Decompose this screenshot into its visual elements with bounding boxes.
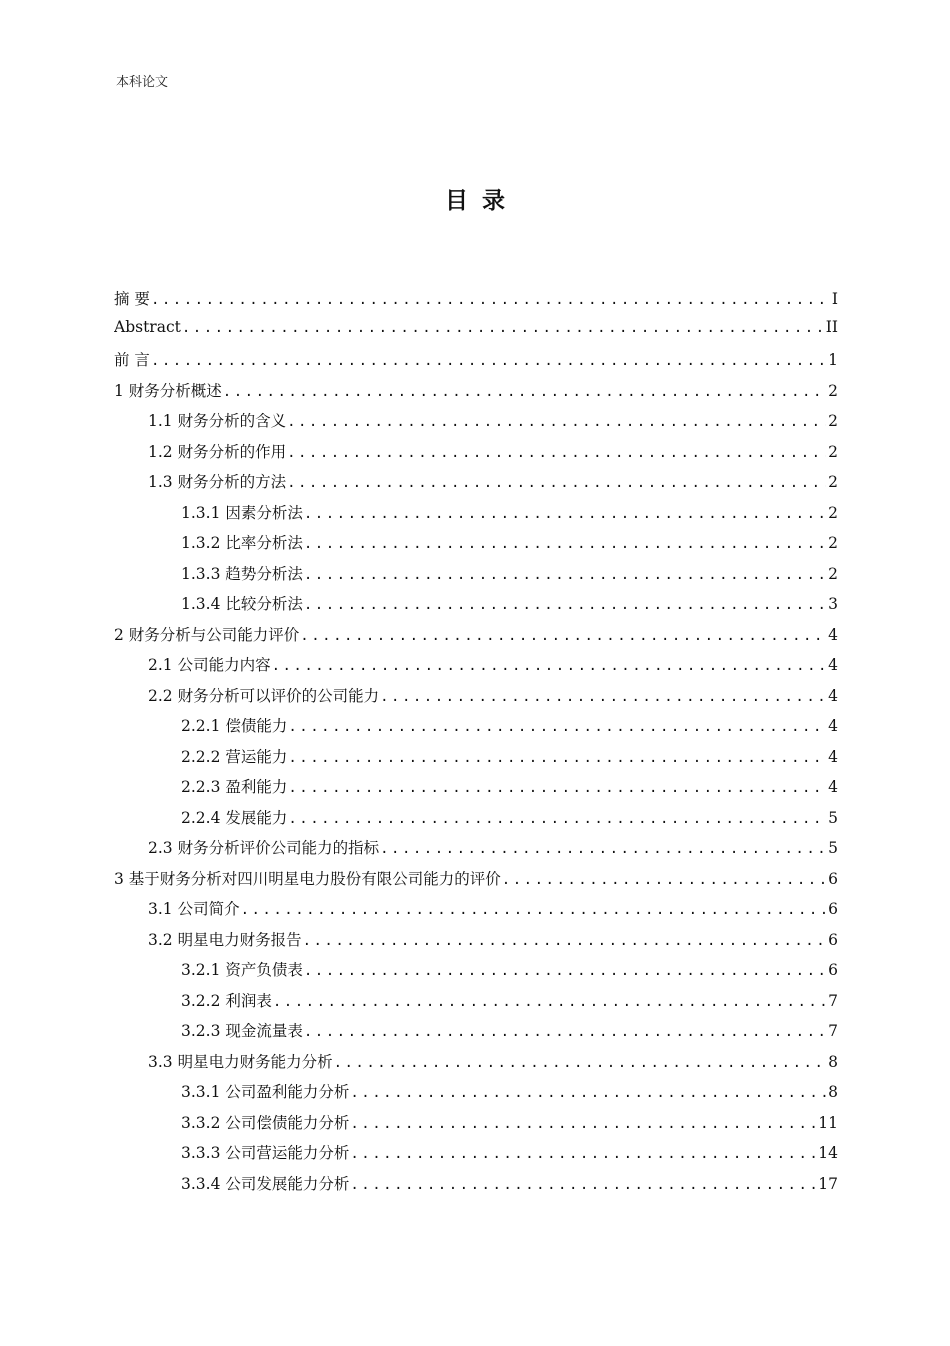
toc-entry-page-number: 8 [828,1083,838,1101]
toc-entry-page-number: I [831,290,838,308]
page-title: 目录 [445,188,519,214]
toc-dot-leader [349,1146,816,1162]
toc-entry-page-number: 14 [818,1144,838,1162]
toc-entry-title: 前 言 [114,351,150,369]
toc-entry-page-number: 7 [828,991,838,1010]
toc-entry-page-number: 17 [818,1174,838,1193]
toc-entry-title: 2.1 公司能力内容 [148,656,271,674]
toc-entry-title: 1.3.4 比较分析法 [181,595,303,613]
toc-dot-leader [379,689,826,705]
toc-dot-leader [303,567,826,583]
toc-entry-page-number: 2 [828,564,838,583]
toc-entry-title: 3.1 公司简介 [148,900,240,918]
toc-entry[interactable] [114,1019,838,1050]
toc-dot-leader [287,811,826,827]
toc-entry[interactable] [114,562,838,593]
toc-entry[interactable] [114,684,838,715]
toc-entry[interactable] [114,287,838,318]
toc-entry-page-number: 4 [828,778,838,796]
toc-dot-leader [286,414,826,430]
toc-entry[interactable] [114,775,838,806]
toc-entry-title: 3.2.2 利润表 [181,991,272,1010]
toc-entry-title: 3.3.1 公司盈利能力分析 [181,1083,350,1101]
toc-entry[interactable] [114,1050,838,1081]
toc-entry-page-number: 8 [828,1052,838,1071]
toc-dot-leader [501,872,826,888]
toc-entry-title: 2.2 财务分析可以评价的公司能力 [148,686,380,705]
toc-entry-title: 2.3 财务分析评价公司能力的指标 [148,839,380,857]
toc-entry[interactable] [114,897,838,928]
toc-entry-title: 摘 要 [114,290,150,308]
toc-entry-title: 1.3.1 因素分析法 [181,503,303,522]
toc-entry[interactable] [114,379,838,410]
toc-dot-leader [349,1085,826,1101]
toc-dot-leader [150,353,826,369]
toc-entry[interactable] [114,318,838,349]
toc-dot-leader [222,384,826,400]
toc-entry[interactable] [114,836,838,867]
toc-entry-title: 1 财务分析概述 [114,381,222,400]
toc-dot-leader [181,320,824,336]
toc-dot-leader [272,994,826,1010]
toc-entry-title: 1.1 财务分析的含义 [148,412,287,430]
toc-dot-leader [287,750,826,766]
toc-dot-leader [303,597,826,613]
toc-entry-title: 3.2 明星电力财务报告 [148,930,302,949]
toc-entry[interactable] [114,470,838,501]
toc-entry-page-number: 2 [828,473,838,491]
toc-entry-title: 3.2.1 资产负债表 [181,961,303,979]
toc-dot-leader [286,445,826,461]
toc-dot-leader [379,841,826,857]
toc-entry-page-number: 4 [828,656,838,674]
toc-entry-title: 2.2.3 盈利能力 [181,778,288,796]
toc-entry-page-number: 6 [828,930,838,949]
toc-entry-page-number: 4 [828,747,838,766]
toc-entry-title: 3.3.3 公司营运能力分析 [181,1144,350,1162]
toc-entry[interactable] [114,714,838,745]
toc-entry[interactable] [114,1111,838,1142]
table-of-contents [114,287,838,1202]
toc-dot-leader [349,1116,816,1132]
toc-entry-title: 2.2.4 发展能力 [181,808,288,827]
toc-entry-page-number: 3 [828,595,838,613]
toc-dot-leader [286,475,826,491]
toc-entry-title: 1.3 财务分析的方法 [148,473,287,491]
toc-entry-page-number: 2 [828,412,838,430]
toc-entry-page-number: 5 [828,808,838,827]
toc-entry-page-number: 2 [828,442,838,461]
toc-dot-leader [287,780,826,796]
toc-entry-page-number: 2 [828,534,838,552]
toc-entry[interactable] [114,867,838,898]
toc-entry-title: 3.3 明星电力财务能力分析 [148,1052,333,1071]
toc-entry-page-number: 1 [828,351,838,369]
page-header: 本科论文 [116,75,169,90]
toc-entry[interactable] [114,928,838,959]
toc-entry[interactable] [114,348,838,379]
toc-dot-leader [333,1055,827,1071]
toc-entry[interactable] [114,989,838,1020]
toc-entry-title: 3.3.4 公司发展能力分析 [181,1174,350,1193]
toc-entry-page-number: 2 [828,503,838,522]
toc-entry[interactable] [114,806,838,837]
toc-dot-leader [303,1024,826,1040]
toc-dot-leader [303,963,826,979]
toc-entry[interactable] [114,958,838,989]
toc-entry[interactable] [114,623,838,654]
toc-entry-title: 2 财务分析与公司能力评价 [114,625,300,644]
toc-entry[interactable] [114,745,838,776]
toc-dot-leader [299,628,826,644]
toc-dot-leader [271,658,827,674]
toc-entry-page-number: 4 [828,686,838,705]
toc-entry[interactable] [114,1172,838,1203]
toc-entry-title: 3.2.3 现金流量表 [181,1022,303,1040]
toc-dot-leader [287,719,826,735]
toc-entry-title: 2.2.1 偿债能力 [181,717,288,735]
toc-dot-leader [349,1177,816,1193]
toc-entry-title: 2.2.2 营运能力 [181,747,288,766]
toc-entry-page-number: 2 [828,381,838,400]
toc-entry-title: 1.3.3 趋势分析法 [181,564,303,583]
toc-dot-leader [302,933,827,949]
toc-entry-title: 3.3.2 公司偿债能力分析 [181,1113,350,1132]
toc-entry-title: 1.2 财务分析的作用 [148,442,287,461]
toc-dot-leader [240,902,827,918]
toc-dot-leader [150,292,830,308]
toc-entry-page-number: 6 [828,900,838,918]
toc-entry-page-number: II [825,317,838,336]
toc-entry-page-number: 5 [828,839,838,857]
toc-dot-leader [303,506,826,522]
toc-entry-page-number: 6 [828,869,838,888]
toc-entry-title: Abstract [114,317,181,336]
toc-entry-page-number: 11 [818,1113,838,1132]
toc-entry-page-number: 4 [828,717,838,735]
toc-dot-leader [303,536,826,552]
toc-entry-title: 3 基于财务分析对四川明星电力股份有限公司能力的评价 [114,869,501,888]
toc-entry-page-number: 4 [828,625,838,644]
toc-entry-title: 1.3.2 比率分析法 [181,534,303,552]
toc-entry[interactable] [114,409,838,440]
toc-entry[interactable] [114,653,838,684]
toc-entry[interactable] [114,501,838,532]
toc-entry[interactable] [114,592,838,623]
toc-entry[interactable] [114,1141,838,1172]
toc-entry-page-number: 6 [828,961,838,979]
toc-entry-page-number: 7 [828,1022,838,1040]
toc-entry[interactable] [114,1080,838,1111]
toc-entry[interactable] [114,440,838,471]
toc-entry[interactable] [114,531,838,562]
